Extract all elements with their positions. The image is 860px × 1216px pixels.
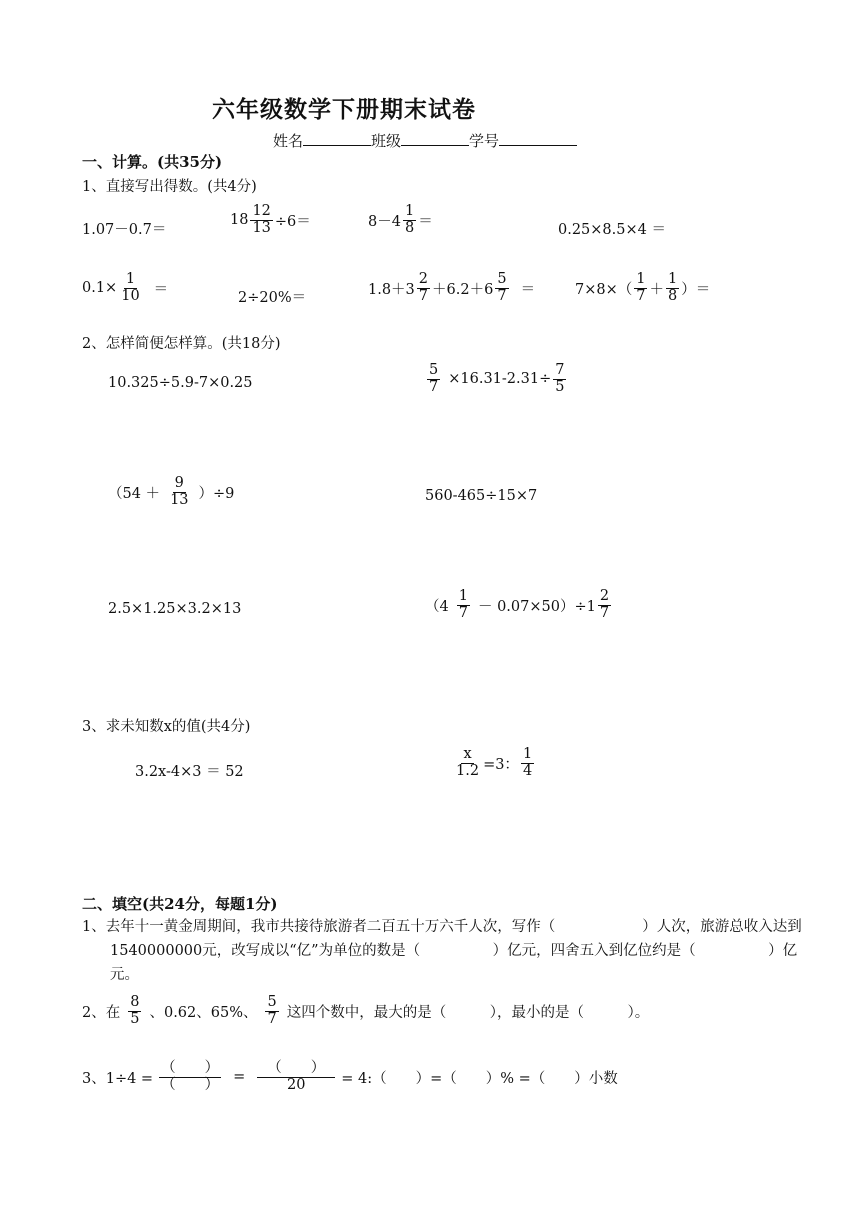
id-label: 学号 bbox=[469, 132, 500, 150]
id-blank[interactable] bbox=[499, 130, 577, 146]
name-label: 姓名 bbox=[273, 132, 304, 150]
fraction: $\frac{5}{7}$ bbox=[497, 271, 507, 304]
fraction: $\frac{x}{1.2}$ bbox=[456, 746, 480, 779]
q1-label: 1、直接写出得数。(共4分) bbox=[82, 179, 257, 195]
class-label: 班级 bbox=[371, 132, 402, 150]
fraction: $\frac{9}{13}$ bbox=[170, 475, 189, 508]
fraction: $\frac{( )}{( )}$ bbox=[161, 1060, 220, 1093]
s2-q2: 2、在 $\frac{8}{5}$ 、0.62、65%、 $\frac{5}{7}$ 这四个数中，最大的是（ ），最小的是（ ）。 bbox=[82, 994, 650, 1027]
fraction: $\frac{5}{7}$ bbox=[267, 994, 277, 1027]
q1-item-f: 2÷20%＝ bbox=[238, 290, 307, 306]
page-title: 六年级数学下册期末试卷 bbox=[212, 96, 476, 123]
q1-item-a: 1.07－0.7＝ bbox=[82, 222, 167, 238]
student-info bbox=[273, 130, 577, 151]
fraction: $\frac{( )}{20}$ bbox=[257, 1061, 335, 1094]
q2-item-c: （54 ＋ $\frac{9}{13}$ ）÷9 bbox=[108, 475, 235, 508]
fraction: $\frac{2}{7}$ bbox=[599, 588, 610, 621]
fraction: $\frac{1}{7}$ bbox=[636, 271, 646, 304]
q1-item-c: 8－4 $\frac{1}{8}$ ＝ bbox=[368, 203, 433, 236]
fraction: $\frac{8}{5}$ bbox=[130, 994, 140, 1027]
q2-item-f: （4 $\frac{1}{7}$ － 0.07×50）÷1 $\frac{2}{7}$ bbox=[425, 588, 610, 621]
q2-item-d: 560-465÷15×7 bbox=[425, 488, 538, 504]
class-blank[interactable] bbox=[401, 130, 469, 146]
q2-label: 2、怎样简便怎样算。(共18分) bbox=[82, 336, 281, 352]
q1-item-h: 7×8×（ $\frac{1}{7}$ ＋ $\frac{1}{8}$ ）＝ bbox=[575, 271, 711, 304]
q1-item-g: 1.8＋3 $\frac{2}{7}$ ＋6.2＋6 $\frac{5}{7}$ ＝ bbox=[368, 271, 536, 304]
q1-item-d: 0.25×8.5×4 ＝ bbox=[558, 222, 666, 238]
q1-item-e: 0.1× $\frac{1}{10}$ ＝ bbox=[82, 271, 169, 304]
fraction: $\frac{2}{7}$ bbox=[418, 271, 429, 304]
q3-item-b: $\frac{x}{1.2}$ =3： $\frac{1}{4}$ bbox=[456, 746, 533, 779]
s2-q3: 3、1÷4 = $\frac{( )}{( )}$ = $\frac{( )}{20}$ = 4:（ ）=（ ）% =（ ）小数 bbox=[82, 1060, 618, 1093]
fraction: $\frac{1}{8}$ bbox=[404, 203, 415, 236]
fraction: $\frac{5}{7}$ bbox=[429, 362, 439, 395]
fraction: $\frac{1}{10}$ bbox=[121, 271, 140, 304]
q2-item-e: 2.5×1.25×3.2×13 bbox=[108, 601, 242, 617]
name-blank[interactable] bbox=[303, 130, 371, 146]
fraction: $\frac{12}{13}$ bbox=[252, 203, 271, 236]
s2-q1: 1、去年十一黄金周期间，我市共接待旅游者二百五十万六千人次，写作（ ）人次，旅游总收入达到1540000000元，改写成以“亿”为单位的数是（ ）亿元，四舍五入到亿位约是（ ）亿元。 bbox=[82, 919, 802, 983]
q2-item-a: 10.325÷5.9-7×0.25 bbox=[108, 375, 253, 391]
q3-item-a: 3.2x-4×3 ＝ 52 bbox=[135, 764, 244, 780]
section1-heading: 一、计算。(共35分) bbox=[82, 153, 223, 171]
q1-item-b: 18 $\frac{12}{13}$ ÷6＝ bbox=[230, 203, 311, 236]
q3-label: 3、求未知数x的值(共4分) bbox=[82, 719, 251, 735]
fraction: $\frac{1}{8}$ bbox=[667, 271, 678, 304]
fraction: $\frac{1}{4}$ bbox=[522, 746, 533, 779]
fraction: $\frac{1}{7}$ bbox=[458, 588, 468, 621]
q2-item-b: $\frac{5}{7}$ ×16.31-2.31÷ $\frac{7}{5}$ bbox=[429, 362, 565, 395]
fraction: $\frac{7}{5}$ bbox=[555, 362, 565, 395]
section2-heading: 二、填空(共24分，每题1分) bbox=[82, 895, 278, 913]
